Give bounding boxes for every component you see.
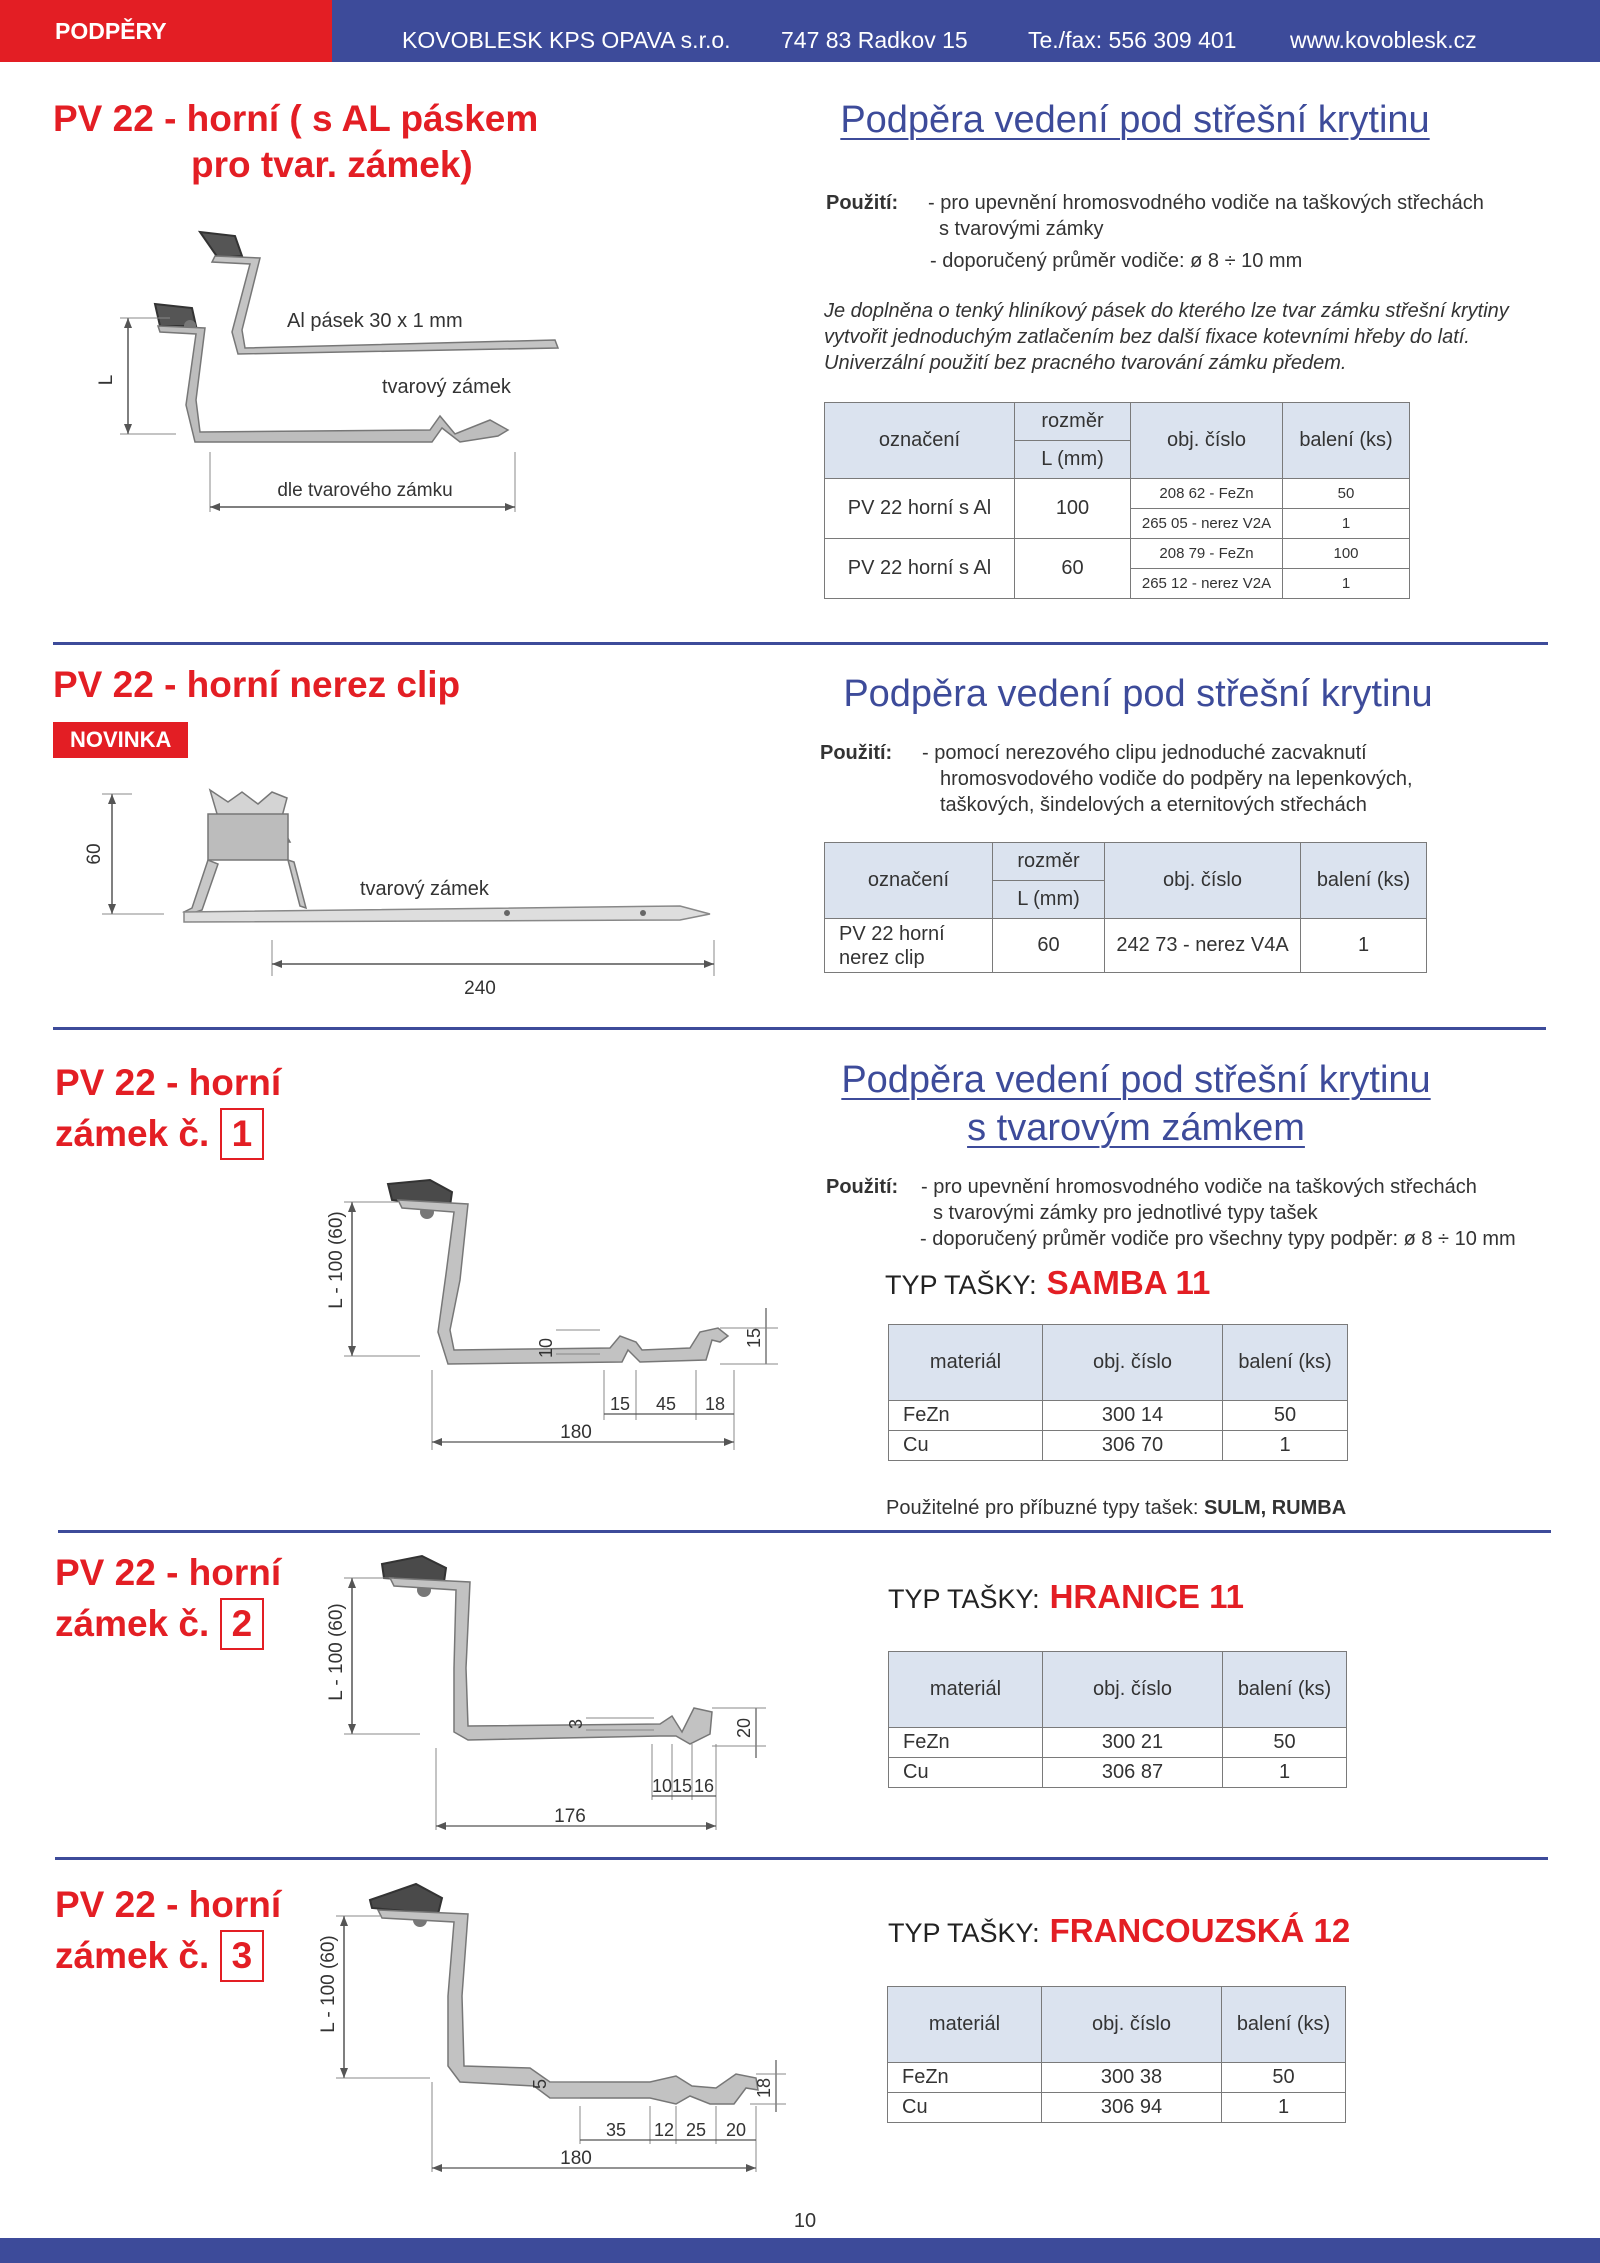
s4-th-obj: obj. číslo <box>1043 1652 1223 1728</box>
s5-lock-number: 3 <box>220 1930 265 1982</box>
s1-heading: Podpěra vedení pod střešní krytinu <box>840 99 1430 141</box>
s1-title-line2: pro tvar. zámek) <box>191 144 473 185</box>
s3-title-line1: PV 22 - horní <box>55 1062 282 1103</box>
s1-th-pack: balení (ks) <box>1283 403 1410 479</box>
s4-th-pack: balení (ks) <box>1223 1652 1347 1728</box>
page-number: 10 <box>793 2210 817 2232</box>
s1-usage-line3: - doporučený průměr vodiče: ø 8 ÷ 10 mm <box>930 250 1303 272</box>
s1-title <box>53 96 538 188</box>
s4-dim-10: 10 <box>651 1776 673 1796</box>
table-row <box>889 1401 1348 1431</box>
s4-tile-type <box>888 1578 1244 1616</box>
company-name: KOVOBLESK KPS OPAVA s.r.o. <box>402 27 731 53</box>
s5-product-drawing <box>320 1876 790 2176</box>
header-bar <box>0 0 1600 62</box>
s2-dim-length: 240 <box>464 978 496 999</box>
s3-dim-18: 18 <box>704 1394 726 1414</box>
s4-dim-3: 3 <box>566 1718 586 1730</box>
s3-cell-obj: 306 70 <box>1043 1431 1223 1461</box>
s3-table <box>888 1324 1348 1461</box>
s1-cell-obj: 208 62 - FeZn <box>1131 479 1283 509</box>
s4-tile-type-label: TYP TAŠKY: <box>888 1584 1040 1614</box>
s2-usage-line3: taškových, šindelových a eternitových střechách <box>940 794 1367 816</box>
s2-usage <box>820 740 1580 820</box>
s5-dim-L: L - 100 (60) <box>318 1935 339 2033</box>
s3-dim-15-right: 15 <box>744 1327 764 1349</box>
s5-dim-20: 20 <box>725 2120 747 2140</box>
s3-related-note <box>886 1497 1346 1520</box>
s2-cell-size: 60 <box>993 919 1105 973</box>
s3-tile-type-name: SAMBA 11 <box>1046 1264 1211 1301</box>
s1-table <box>824 402 1410 599</box>
s5-cell-material: FeZn <box>888 2063 1042 2093</box>
s1-cell-pack: 50 <box>1283 479 1410 509</box>
s3-dim-180: 180 <box>560 1422 592 1443</box>
s5-table <box>887 1986 1346 2123</box>
s5-title-line2: zámek č. <box>55 1935 210 1976</box>
s5-cell-material: Cu <box>888 2093 1042 2123</box>
s3-usage-line3: - doporučený průměr vodiče pro všechny typy podpěr: ø 8 ÷ 10 mm <box>920 1228 1516 1250</box>
table-row <box>889 1758 1347 1788</box>
s5-dim-18: 18 <box>754 2077 774 2099</box>
s4-cell-material: FeZn <box>889 1728 1043 1758</box>
company-address: 747 83 Radkov 15 <box>781 27 968 53</box>
s2-cell-name-line2: nerez clip <box>839 946 925 969</box>
s3-cell-material: FeZn <box>889 1401 1043 1431</box>
s2-heading: Podpěra vedení pod střešní krytinu <box>843 673 1433 715</box>
table-row <box>888 2063 1346 2093</box>
s3-title <box>55 1060 281 1160</box>
s2-th-obj: obj. číslo <box>1105 843 1301 919</box>
s5-dim-25: 25 <box>685 2120 707 2140</box>
table-row <box>889 1728 1347 1758</box>
s1-description <box>824 298 1594 376</box>
s4-cell-obj: 300 21 <box>1043 1728 1223 1758</box>
s4-dim-20: 20 <box>734 1717 754 1739</box>
s3-th-pack: balení (ks) <box>1223 1325 1348 1401</box>
s5-tile-type-name: FRANCOUZSKÁ 12 <box>1049 1912 1351 1949</box>
s1-cell-name: PV 22 horní s Al <box>825 479 1015 539</box>
s1-desc-line3: Univerzální použití bez pracného tvarování zámku předem. <box>824 352 1347 374</box>
s2-th-size: rozměr <box>993 843 1105 881</box>
s2-usage-line1: - pomocí nerezového clipu jednoduché zacvaknutí <box>922 742 1367 764</box>
s1-usage-label: Použití: <box>826 192 899 214</box>
s2-cell-obj: 242 73 - nerez V4A <box>1105 919 1301 973</box>
s3-cell-obj: 300 14 <box>1043 1401 1223 1431</box>
s1-usage-line2: s tvarovými zámky <box>939 218 1104 240</box>
s5-cell-pack: 1 <box>1222 2093 1346 2123</box>
s1-dim-L: L <box>96 374 117 386</box>
s5-dim-180: 180 <box>560 2148 592 2169</box>
footer-bar <box>0 2238 1600 2263</box>
s3-th-obj: obj. číslo <box>1043 1325 1223 1401</box>
s4-title-line1: PV 22 - horní <box>55 1552 282 1593</box>
s1-th-obj: obj. číslo <box>1131 403 1283 479</box>
s1-cell-obj: 265 12 - nerez V2A <box>1131 569 1283 599</box>
s3-note-bold: SULM, RUMBA <box>1203 1497 1347 1519</box>
s3-usage-line1: - pro upevnění hromosvodného vodiče na taškových střechách <box>921 1176 1477 1198</box>
s2-table <box>824 842 1427 973</box>
s4-table <box>888 1651 1347 1788</box>
s5-th-obj: obj. číslo <box>1042 1987 1222 2063</box>
s5-cell-obj: 300 38 <box>1042 2063 1222 2093</box>
s4-product-drawing <box>320 1548 780 1838</box>
s4-lock-number: 2 <box>220 1598 265 1650</box>
section-divider <box>53 1027 1546 1030</box>
s2-label-lock: tvarový zámek <box>360 878 489 900</box>
s3-heading <box>806 1056 1466 1152</box>
s4-cell-pack: 50 <box>1223 1728 1347 1758</box>
s2-th-pack: balení (ks) <box>1301 843 1427 919</box>
s2-title: PV 22 - horní nerez clip <box>53 664 461 705</box>
s3-heading-line1: Podpěra vedení pod střešní krytinu <box>841 1059 1431 1101</box>
s1-th-size-unit: L (mm) <box>1015 441 1131 479</box>
s2-cell-name-line1: PV 22 horní <box>839 922 945 945</box>
s3-dim-45: 45 <box>655 1394 677 1414</box>
s2-cell-name <box>825 919 993 973</box>
s4-cell-obj: 306 87 <box>1043 1758 1223 1788</box>
s3-usage-label: Použití: <box>826 1176 899 1198</box>
s3-cell-pack: 50 <box>1223 1401 1348 1431</box>
s2-new-badge: NOVINKA <box>53 722 188 758</box>
s1-usage <box>826 190 1586 280</box>
s3-product-drawing <box>320 1170 790 1450</box>
s1-cell-size: 60 <box>1015 539 1131 599</box>
s2-usage-line2: hromosvodového vodiče do podpěry na lepenkových, <box>940 768 1413 790</box>
category-label: PODPĚRY <box>0 0 332 62</box>
s3-tile-type-label: TYP TAŠKY: <box>885 1270 1037 1300</box>
s5-th-material: materiál <box>888 1987 1042 2063</box>
s1-cell-obj: 208 79 - FeZn <box>1131 539 1283 569</box>
s1-dim-width: dle tvarového zámku <box>277 480 453 501</box>
s1-desc-line1: Je doplněna o tenký hliníkový pásek do kterého lze tvar zámku střešní krytiny <box>824 300 1509 322</box>
s3-title-line2: zámek č. <box>55 1113 210 1154</box>
s4-dim-16: 16 <box>693 1776 715 1796</box>
s5-tile-type <box>888 1912 1350 1950</box>
s4-title <box>55 1550 281 1650</box>
s2-th-name: označení <box>825 843 993 919</box>
s5-dim-5: 5 <box>530 2078 550 2090</box>
s3-th-material: materiál <box>889 1325 1043 1401</box>
s5-title <box>55 1882 281 1982</box>
table-row <box>888 2093 1346 2123</box>
section-divider <box>55 1857 1548 1860</box>
s1-desc-line2: vytvořit jednoduchým zatlačením bez další fixace kotevními hřeby do latí. <box>824 326 1470 348</box>
s2-th-size-unit: L (mm) <box>993 881 1105 919</box>
s3-dim-15: 15 <box>609 1394 631 1414</box>
s1-cell-pack: 1 <box>1283 569 1410 599</box>
s3-lock-number: 1 <box>220 1108 265 1160</box>
s4-dim-15: 15 <box>671 1776 693 1796</box>
s4-dim-L: L - 100 (60) <box>326 1603 347 1701</box>
s2-usage-label: Použití: <box>820 742 893 764</box>
s3-usage <box>826 1174 1596 1254</box>
s3-note-text: Použitelné pro příbuzné typy tašek: <box>886 1497 1204 1519</box>
s1-th-size: rozměr <box>1015 403 1131 441</box>
s4-tile-type-name: HRANICE 11 <box>1049 1578 1244 1615</box>
s3-usage-line2: s tvarovými zámky pro jednotlivé typy tašek <box>933 1202 1318 1224</box>
s4-title-line2: zámek č. <box>55 1603 210 1644</box>
s5-dim-12: 12 <box>653 2120 675 2140</box>
s1-product-drawing <box>96 220 570 520</box>
s3-dim-10: 10 <box>536 1337 556 1359</box>
table-row <box>825 919 1427 973</box>
s1-label-lock: tvarový zámek <box>382 376 511 398</box>
s1-title-line1: PV 22 - horní ( s AL páskem <box>53 98 539 139</box>
s1-th-name: označení <box>825 403 1015 479</box>
s2-dim-height: 60 <box>84 843 105 865</box>
s4-th-material: materiál <box>889 1652 1043 1728</box>
s1-label-al: Al pásek 30 x 1 mm <box>287 310 463 332</box>
s1-cell-pack: 100 <box>1283 539 1410 569</box>
s4-dim-176: 176 <box>554 1806 586 1827</box>
s1-cell-size: 100 <box>1015 479 1131 539</box>
s5-cell-obj: 306 94 <box>1042 2093 1222 2123</box>
s4-cell-pack: 1 <box>1223 1758 1347 1788</box>
s3-heading-line2: s tvarovým zámkem <box>967 1107 1305 1149</box>
section-divider <box>53 642 1548 645</box>
s4-cell-material: Cu <box>889 1758 1043 1788</box>
company-web-link[interactable]: www.kovoblesk.cz <box>1290 27 1477 53</box>
table-row <box>889 1431 1348 1461</box>
s5-tile-type-label: TYP TAŠKY: <box>888 1918 1040 1948</box>
s2-cell-pack: 1 <box>1301 919 1427 973</box>
s1-cell-obj: 265 05 - nerez V2A <box>1131 509 1283 539</box>
section-divider <box>58 1530 1551 1533</box>
s3-cell-material: Cu <box>889 1431 1043 1461</box>
s1-cell-name: PV 22 horní s Al <box>825 539 1015 599</box>
table-row <box>825 479 1410 509</box>
s5-cell-pack: 50 <box>1222 2063 1346 2093</box>
s3-tile-type <box>885 1264 1210 1302</box>
s3-cell-pack: 1 <box>1223 1431 1348 1461</box>
company-phone: Te./fax: 556 309 401 <box>1028 27 1237 53</box>
s5-th-pack: balení (ks) <box>1222 1987 1346 2063</box>
s5-title-line1: PV 22 - horní <box>55 1884 282 1925</box>
s1-cell-pack: 1 <box>1283 509 1410 539</box>
s3-dim-L: L - 100 (60) <box>326 1211 347 1309</box>
s1-usage-line1: - pro upevnění hromosvodného vodiče na taškových střechách <box>928 192 1484 214</box>
s2-product-drawing <box>80 780 730 1000</box>
s5-dim-35: 35 <box>605 2120 627 2140</box>
table-row <box>825 539 1410 569</box>
